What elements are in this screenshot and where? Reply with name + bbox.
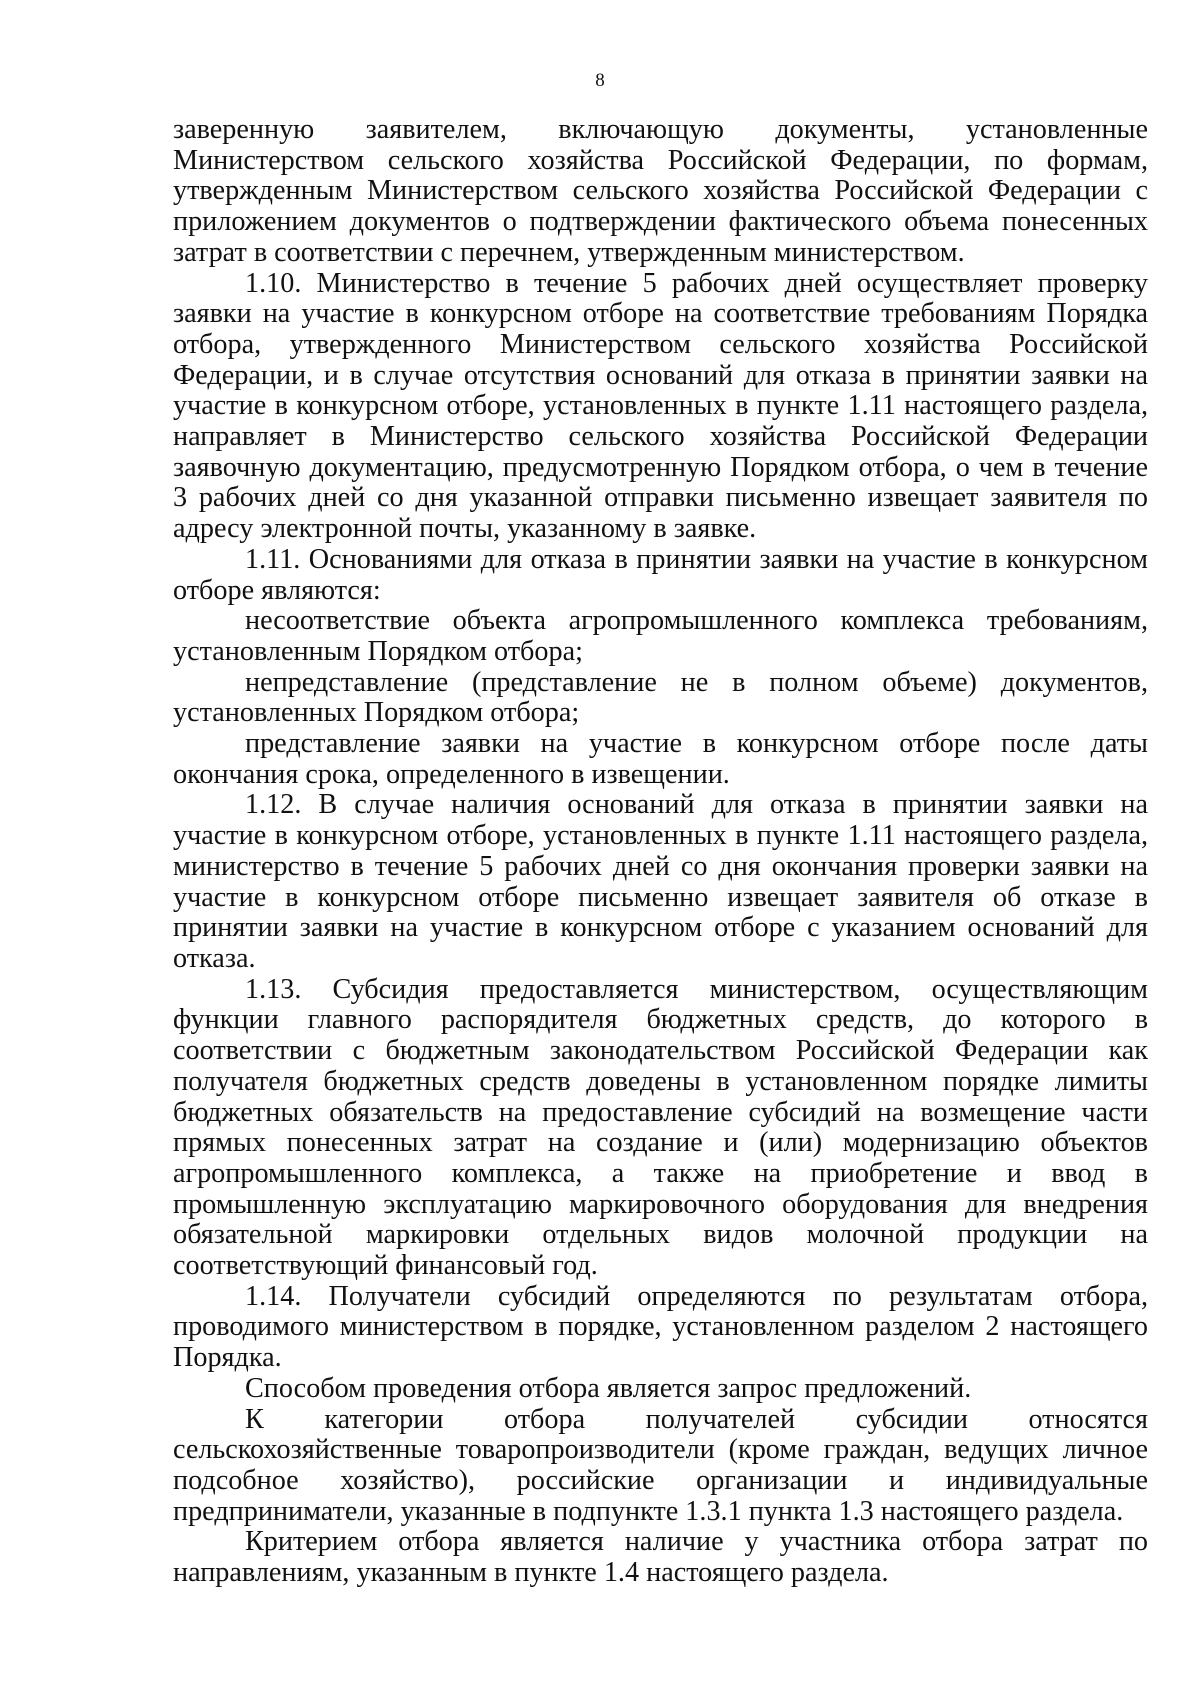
page-number: 8 <box>595 70 605 91</box>
paragraph-continuation: заверенную заявителем, включающую документы, установленные Министерством сельского хозяйства Российской Федерации, по формам, утвержденным Министерством сельского хозяйства Российской Федерации с приложением документов о подтверждении фактического объема понесенных затрат в соответствии с перечнем, утвержденным министерством. <box>173 114 1148 268</box>
document-body <box>173 115 1148 1589</box>
paragraph-1-11-item-1: несоответствие объекта агропромышленного комплекса требованиям, установленным Порядком отбора; <box>173 605 1148 667</box>
paragraph-1-13: 1.13. Субсидия предоставляется министерством, осуществляющим функции главного распорядителя бюджетных средств, до которого в соответствии с бюджетным законодательством Российской Федерации как получателя бюджетных средств доведены в установленном порядке лимиты бюджетных обязательств на предоставление субсидий на возмещение части прямых понесенных затрат на создание и (или) модернизацию объектов агропромышленного комплекса, а также на приобретение и ввод в промышленную эксплуатацию маркировочного оборудования для внедрения обязательной маркировки отдельных видов молочной продукции на соответствующий финансовый год. <box>173 973 1148 1282</box>
paragraph-1-14: 1.14. Получатели субсидий определяются по результатам отбора, проводимого министерством в порядке, установленном разделом 2 настоящего Порядка. <box>173 1280 1148 1374</box>
paragraph-1-11: 1.11. Основаниями для отказа в принятии заявки на участие в конкурсном отборе являются: <box>173 543 1148 606</box>
paragraph-1-12: 1.12. В случае наличия оснований для отказа в принятии заявки на участие в конкурсном отборе, установленных в пункте 1.11 настоящего раздела, министерство в течение 5 рабочих дней со дня окончания проверки заявки на участие в конкурсном отборе письменно извещает заявителя об отказе в принятии заявки на участие в конкурсном отборе с указанием оснований для отказа. <box>173 789 1148 974</box>
paragraph-selection-category: К категории отбора получателей субсидии относятся сельскохозяйственные товаропроизводители (кроме граждан, ведущих личное подсобное хозяйство), российские организации и индивидуальные предприниматели, указанные в подпункте 1.3.1 пункта 1.3 настоящего раздела. <box>173 1403 1148 1527</box>
paragraph-1-11-item-2: непредставление (представление не в полном объеме) документов, установленных Порядком отбора; <box>173 666 1148 729</box>
paragraph-selection-method: Способом проведения отбора является запрос предложений. <box>245 1372 972 1404</box>
paragraph-selection-criterion: Критерием отбора является наличие у участника отбора затрат по направлениям, указанным в пункте 1.4 настоящего раздела. <box>173 1526 1148 1589</box>
paragraph-1-10: 1.10. Министерство в течение 5 рабочих дней осуществляет проверку заявки на участие в конкурсном отборе на соответствие требованиям Порядка отбора, утвержденного Министерством сельского хозяйства Российской Федерации, и в случае отсутствия оснований для отказа в принятии заявки на участие в конкурсном отборе, установленных в пункте 1.11 настоящего раздела, направляет в Министерство сельского хозяйства Российской Федерации заявочную документацию, предусмотренную Порядком отбора, о чем в течение 3 рабочих дней со дня указанной отправки письменно извещает заявителя по адресу электронной почты, указанному в заявке. <box>173 267 1148 545</box>
paragraph-1-11-item-3: представление заявки на участие в конкурсном отборе после даты окончания срока, определенного в извещении. <box>173 728 1148 790</box>
